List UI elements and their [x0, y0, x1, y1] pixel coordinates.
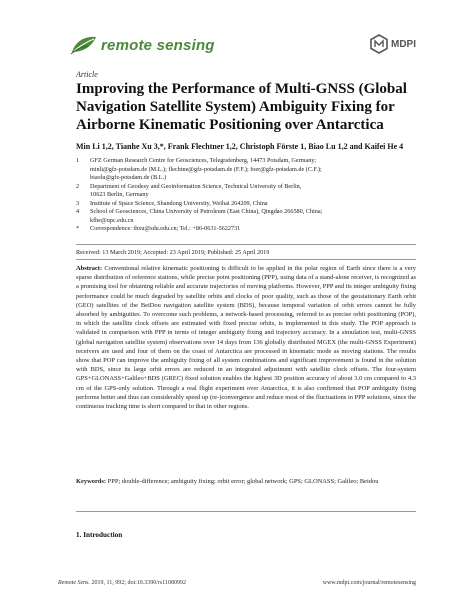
publisher-name: MDPI	[391, 38, 416, 50]
affiliation-line	[76, 208, 416, 217]
received-dates: Received: 13 March 2019; Accepted: 23 April 2019; Published: 25 April 2019	[76, 249, 270, 256]
author-list: Min Li 1,2, Tianhe Xu 3,*, Frank Flechtner 1,2, Christoph Förste 1, Biao Lu 1,2 and Kaifei He 4	[76, 142, 404, 151]
affiliation-number: 3	[76, 199, 80, 207]
affiliation-text[interactable]: kfhe@upc.edu.cn	[90, 216, 134, 224]
affiliation-line	[76, 200, 416, 209]
article-type-label: Article	[76, 70, 98, 79]
citation-details: 2019, 11, 992; doi:10.3390/rs11080992	[91, 580, 187, 586]
affiliation-line	[76, 174, 416, 183]
keywords-text: PPP; double-difference; ambiguity fixing; orbit error; global network; GPS; GLONASS; Galileo; Beidou	[107, 478, 379, 485]
section-heading: 1. Introduction	[76, 531, 123, 539]
affiliation-number: 2	[76, 182, 80, 190]
affiliation-line	[76, 191, 416, 200]
abstract	[76, 264, 416, 411]
keywords	[76, 477, 416, 486]
affiliation-number: 1	[76, 157, 80, 164]
citation-footer	[58, 580, 186, 586]
citation-journal: Remote Sens.	[58, 580, 90, 586]
mdpi-hexagon-icon	[369, 34, 389, 54]
abstract-text: Conventional relative kinematic positioning is difficult to be applied in the polar region of Earth since there is a very sparse distribution of reference stations, while precise point positioning (PPP), using data of a stand-alone receiver, is recognized as a promising tool for obtaining reliable and accurate trajectories of moving platforms. However, PPP and its integer ambiguity fixing performance could be much degraded by satellite orbits and clocks of poor quality, such as those of the geostationary Earth orbit (GEO) satellites of the BeiDou navigation satellite system (BDS), because temporal variation of orbit errors cannot be fully absorbed by ambiguities. To overcome such problems, a network-based processing, referred to as precise orbit positioning (POP), in which the satellite clock offsets are estimated with fixed precise orbits, is implemented in this study. The POP approach is validated in comparison with PPP in terms of integer ambiguity fixing and trajectory accuracy. In a simulation test, multi-GNSS (global navigation satellite system) observations over 14 days from 136 globally distributed MGEX (the multi-GNSS Experiment) receivers are used and four of them on the coast of Antarctica are processed in kinematic mode as moving stations. The results show that POP can improve the ambiguity fixing of all system combinations and significant improvement is found in the solution with BDS, since its large orbit errors are reduced in an integrated adjustment with satellite clock offsets. The four-system GPS+GLONASS+Galileo+BDS (GREC) fixed solution enables the highest 3D position accuracy of about 3.0 cm compared to 4.3 cm of the GPS-only solution. Through a real flight experiment over Antarctica, it is also confirmed that POP ambiguity fixing performs better and thus can considerably speed up (re-)convergence and reduce most of the fluctuations in PPP solutions, since the continuous tracking time is short compared to that in other regions.	[76, 265, 416, 411]
affiliation-text: 10623 Berlin, Germany	[90, 191, 149, 198]
affiliation-line	[76, 217, 416, 226]
affiliation-line	[76, 225, 416, 234]
affiliation-line	[76, 183, 416, 192]
affiliation-text[interactable]: biaolu@gfz-potsdam.de (B.L.)	[90, 174, 167, 181]
abstract-label: Abstract:	[76, 265, 103, 272]
affiliation-number	[76, 217, 90, 226]
journal-logo	[70, 33, 215, 57]
affiliations	[76, 157, 416, 234]
mdpi-logo	[369, 34, 416, 54]
journal-name: remote sensing	[101, 36, 215, 54]
affiliation-number: 4	[76, 208, 80, 215]
paper-title: Improving the Performance of Multi-GNSS (Global Navigation Satellite System) Ambiguity Fixing for Airborne Kinematic Positioning over Antarctica	[76, 81, 407, 133]
leaf-icon	[70, 34, 98, 56]
keywords-label: Keywords:	[76, 478, 107, 485]
affiliation-text[interactable]: minli@gfz-potsdam.de (M.L.); flechtne@gfz-potsdam.de (F.F.); foer@gfz-potsdam.de (C.F.);	[90, 165, 322, 173]
affiliation-text[interactable]: Correspondence: thxu@sdu.edu.cn; Tel.: +86-0631-5622731	[90, 225, 241, 232]
affiliation-text: School of Geosciences, China University of Petroleum (East China), Qingdao 266580, China;	[90, 208, 323, 215]
affiliation-line	[76, 166, 416, 175]
affiliation-number	[76, 174, 90, 183]
divider-line	[76, 244, 416, 245]
affiliation-text: Department of Geodesy and Geoinformation Science, Technical University of Berlin,	[90, 182, 302, 190]
affiliation-number	[76, 191, 90, 200]
affiliation-number	[76, 166, 90, 175]
divider-line	[76, 259, 416, 260]
affiliation-line	[76, 157, 416, 166]
affiliation-number: *	[76, 225, 80, 232]
affiliation-text: GFZ German Research Centre for Geosciences, Telegrafenberg, 14473 Potsdam, Germany;	[90, 157, 317, 164]
journal-url[interactable]: www.mdpi.com/journal/remotesensing	[322, 580, 416, 586]
divider-line	[76, 511, 416, 512]
affiliation-text: Institute of Space Science, Shandong University, Weihai 264209, China	[90, 199, 268, 207]
